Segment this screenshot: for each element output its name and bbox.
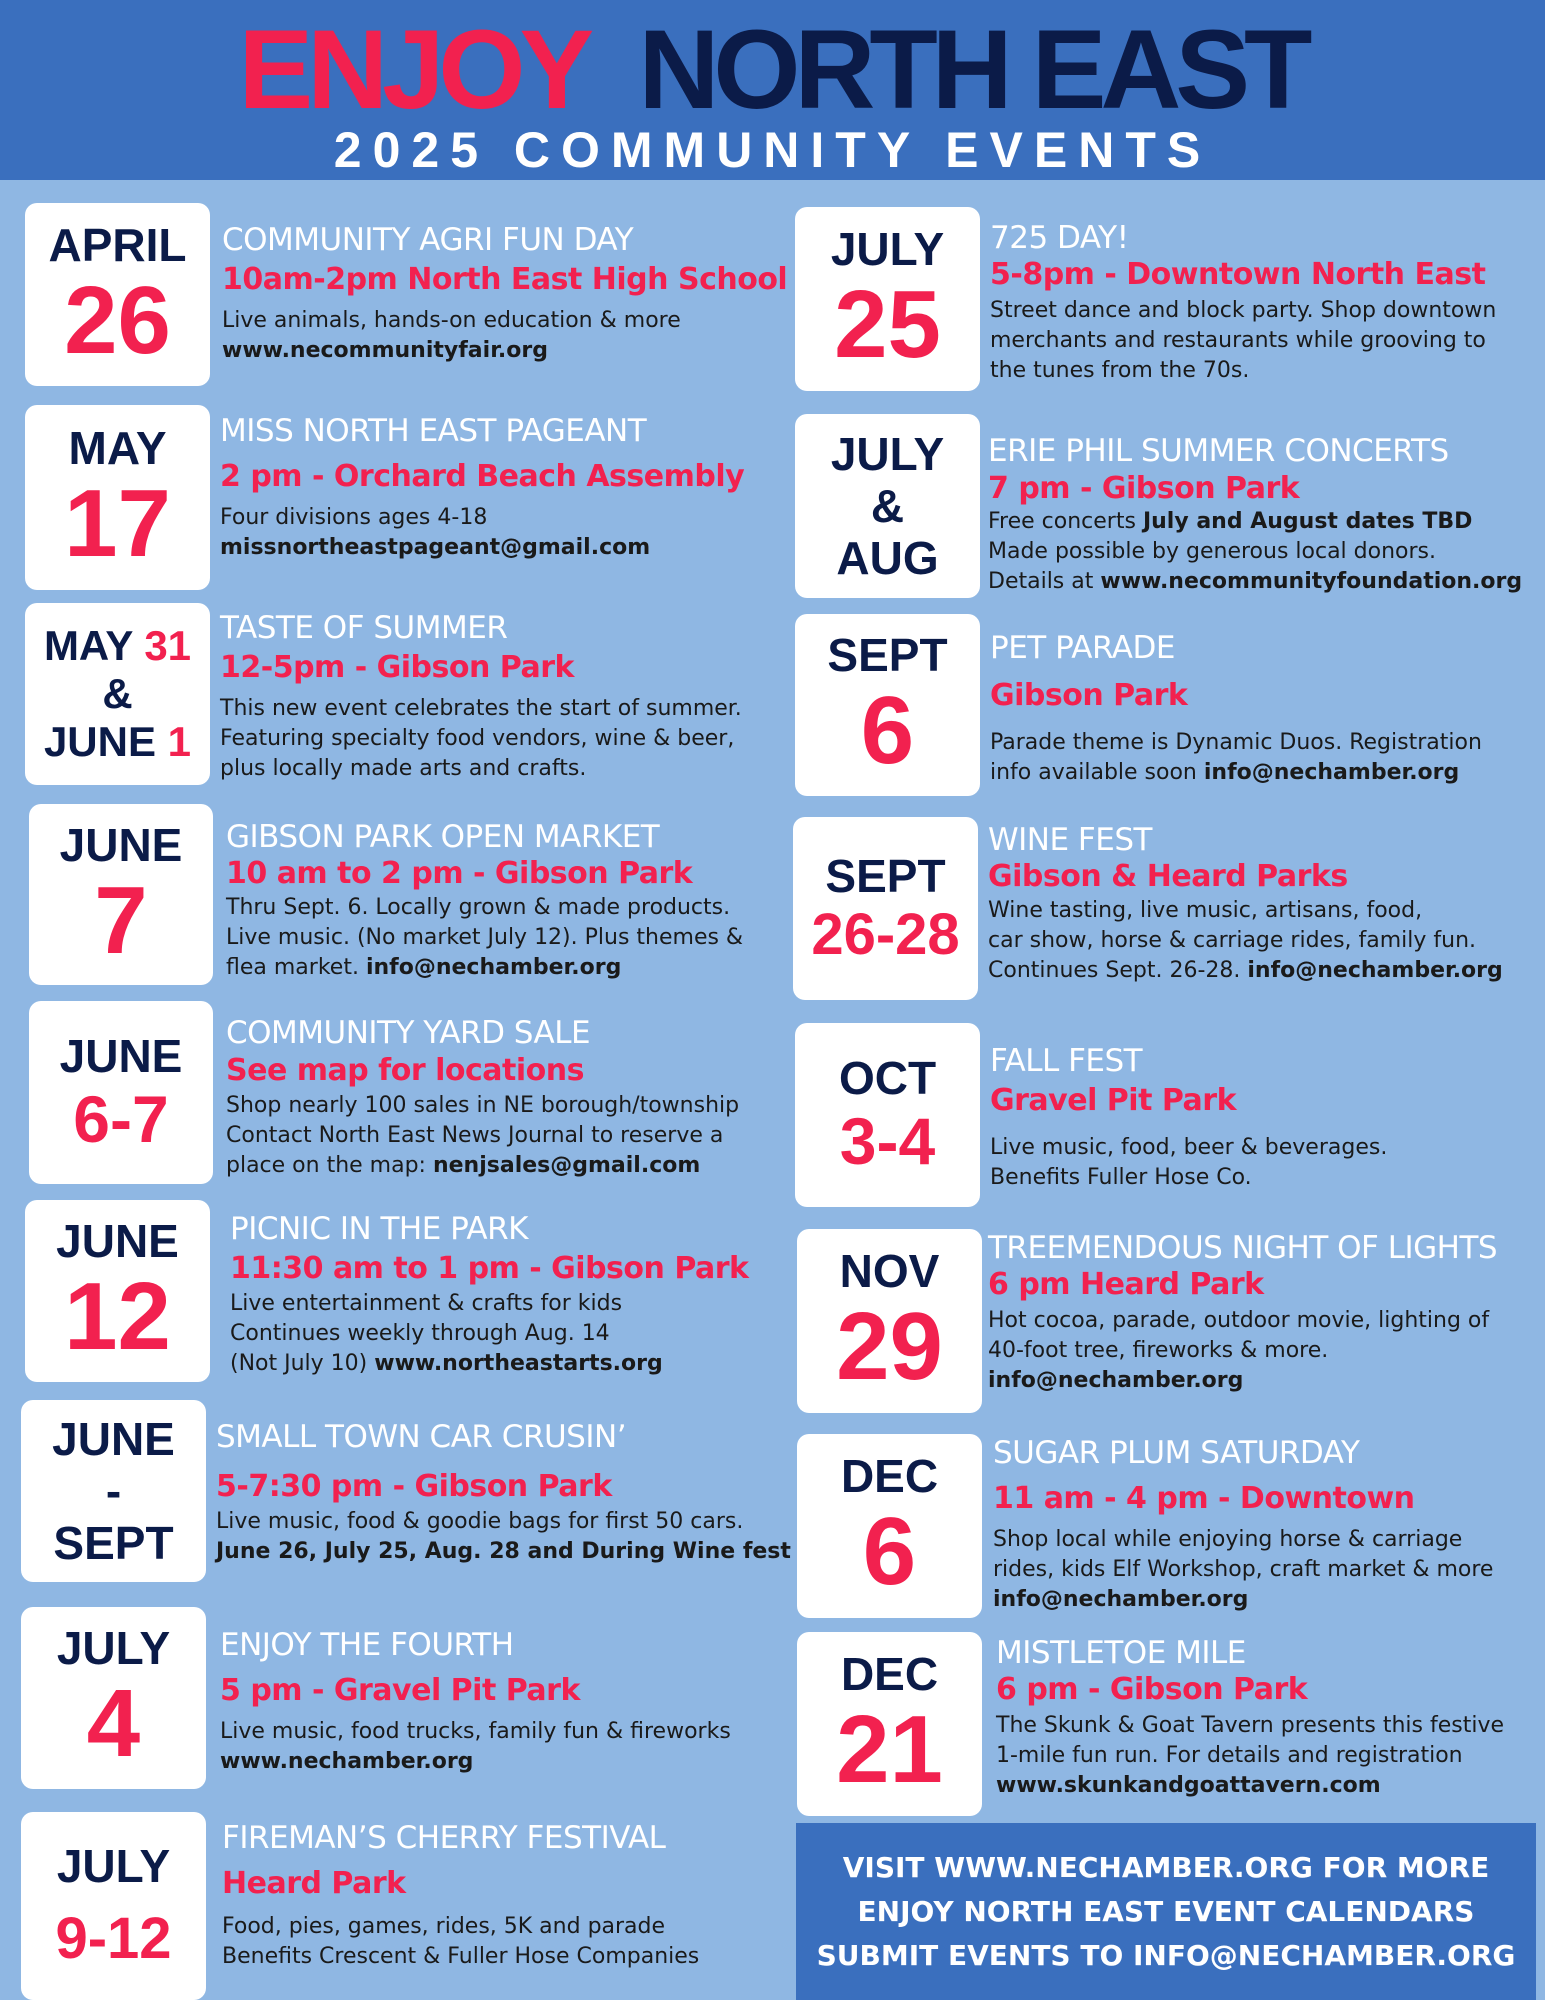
event-time-location: 11:30 am to 1 pm - Gibson Park (230, 1251, 749, 1286)
event-title: PET PARADE (990, 630, 1175, 666)
date-card (25, 405, 210, 590)
date-day: 6 (860, 677, 915, 784)
description-line: Benefits Fuller Hose Co. (990, 1165, 1252, 1190)
event-details (990, 1041, 1387, 1193)
event-details (988, 820, 1503, 986)
page-title (0, 7, 1545, 132)
date-card (793, 817, 978, 1000)
date-month: DEC (840, 1648, 939, 1700)
event-link: www.nechamber.org (220, 1749, 474, 1774)
date-day: 29 (836, 1293, 943, 1400)
line-text: Free concerts (988, 509, 1143, 534)
description-line: Live music. (No market July 12). Plus themes & (226, 925, 744, 950)
description-line (990, 758, 1482, 788)
event-description (230, 1289, 749, 1379)
description-line: car show, horse & carriage rides, family fun. (988, 928, 1477, 953)
footer-line: SUBMIT EVENTS TO INFO@NECHAMBER.ORG (816, 1938, 1516, 1972)
description-line: Live music, food, beer & beverages. (990, 1135, 1388, 1160)
event-link: www.necommunityfoundation.org (1100, 569, 1523, 594)
description-line: 1-mile fun run. For details and registration (996, 1743, 1463, 1768)
date-card (795, 414, 980, 598)
description-line: Made possible by generous local donors. (988, 539, 1436, 564)
description-line: Food, pies, games, rides, 5K and parade (222, 1914, 666, 1939)
description-line: This new event celebrates the start of summer. (220, 696, 742, 721)
date-card (29, 804, 213, 985)
date-day: 25 (834, 271, 941, 378)
description-line: Continues weekly through Aug. 14 (230, 1321, 610, 1346)
description-line: Live music, food & goodie bags for first 50 cars. (216, 1509, 744, 1534)
event-description (222, 306, 787, 366)
description-line: Shop nearly 100 sales in NE borough/township (226, 1093, 740, 1118)
date-card (797, 1632, 982, 1816)
line-text: Continues Sept. 26-28. (988, 958, 1248, 983)
event-time-location: Gravel Pit Park (990, 1083, 1237, 1118)
event-title: COMMUNITY YARD SALE (226, 1015, 591, 1051)
event-email: nenjsales@gmail.com (432, 1153, 701, 1178)
page-subtitle: 2025 COMMUNITY EVENTS (333, 122, 1212, 178)
date-month: DEC (840, 1450, 939, 1502)
event-details (996, 1633, 1504, 1801)
event-details (220, 411, 744, 563)
date-dash: - (105, 1465, 122, 1517)
line-text: Details at (988, 569, 1101, 594)
description-line (988, 507, 1522, 537)
description-line: Four divisions ages 4-18 (220, 505, 488, 530)
event-description (990, 1133, 1387, 1193)
event-email: info@nechamber.org (988, 1368, 1244, 1393)
description-line: the tunes from the 70s. (990, 358, 1250, 383)
description-line: Contact North East News Journal to reserve a (226, 1123, 724, 1148)
day-a: 31 (144, 622, 192, 669)
event-time-location: 6 pm Heard Park (988, 1267, 1264, 1302)
event-time-location: 2 pm - Orchard Beach Assembly (220, 459, 745, 494)
event-title: FALL FEST (990, 1043, 1143, 1079)
event-title: GIBSON PARK OPEN MARKET (226, 819, 660, 855)
date-day: 21 (836, 1696, 943, 1803)
event-description (220, 694, 742, 784)
event-title: SUGAR PLUM SATURDAY (993, 1435, 1360, 1471)
event-description (988, 1306, 1497, 1396)
date-amp: & (870, 480, 905, 532)
description-line (226, 1151, 739, 1181)
event-title: TASTE OF SUMMER (220, 610, 508, 646)
date-day: 6 (862, 1498, 917, 1605)
event-title: PICNIC IN THE PARK (230, 1211, 528, 1247)
description-line: Featuring specialty food vendors, wine & beer, (220, 726, 735, 751)
description-line: The Skunk & Goat Tavern presents this festive (996, 1713, 1504, 1738)
date-card (25, 1200, 210, 1382)
event-email: info@nechamber.org (365, 955, 622, 980)
event-link: missnortheastpageant@gmail.com (220, 535, 651, 560)
footer-line: VISIT WWW.NECHAMBER.ORG FOR MORE (842, 1850, 1490, 1884)
event-details (988, 431, 1522, 597)
date-day: 6-7 (73, 1081, 169, 1156)
date-card (797, 1229, 982, 1413)
event-details (220, 608, 742, 784)
line-bold: July and August dates TBD (1142, 509, 1473, 534)
event-description (993, 1525, 1493, 1615)
date-month: AUG (836, 532, 939, 584)
event-time-location: 10 am to 2 pm - Gibson Park (226, 856, 693, 891)
description-line: Live music, food trucks, family fun & fireworks (220, 1719, 731, 1744)
date-month: JULY (830, 428, 945, 480)
date-month: NOV (839, 1245, 940, 1297)
event-link: www.northeastarts.org (374, 1351, 663, 1376)
description-line (988, 567, 1522, 597)
description-line (226, 953, 743, 983)
event-description (220, 1717, 731, 1777)
description-line: Live animals, hands-on education & more (222, 308, 681, 333)
event-email: info@nechamber.org (1203, 760, 1460, 785)
title-word-enjoy: ENJOY (238, 7, 589, 132)
date-card (795, 614, 980, 796)
title-word-north-east: NORTH EAST (638, 7, 1307, 132)
event-description (222, 1912, 699, 1972)
event-description (226, 893, 743, 983)
date-day: 7 (94, 866, 148, 974)
description-line (230, 1349, 749, 1379)
description-line: Parade theme is Dynamic Duos. Registration (990, 730, 1482, 755)
date-day: 4 (86, 1670, 141, 1777)
description-line: merchants and restaurants while grooving to (990, 328, 1486, 353)
event-time-location: 12-5pm - Gibson Park (220, 650, 574, 685)
date-month: JULY (830, 223, 945, 275)
event-time-location: 5 pm - Gravel Pit Park (220, 1673, 580, 1708)
footer-line: ENJOY NORTH EAST EVENT CALENDARS (857, 1894, 1475, 1928)
date-month: JUNE (52, 1413, 175, 1465)
date-month: JULY (56, 1840, 171, 1892)
date-card (795, 1023, 980, 1207)
date-card (25, 203, 210, 386)
date-day: 26 (64, 266, 171, 374)
line-text: flea market. (226, 955, 366, 980)
date-card (795, 207, 980, 391)
event-link: www.skunkandgoattavern.com (996, 1773, 1381, 1798)
date-month: SEPT (827, 629, 948, 681)
event-description (988, 896, 1503, 986)
event-details (230, 1209, 749, 1379)
description-line: plus locally made arts and crafts. (220, 756, 587, 781)
event-details (993, 1433, 1493, 1615)
line-text: (Not July 10) (230, 1351, 375, 1376)
event-details (222, 220, 787, 366)
date-month: JUNE (59, 1029, 183, 1082)
date-month: MAY (68, 421, 167, 474)
description-line (988, 956, 1503, 986)
date-day: 12 (64, 1263, 171, 1370)
event-title: FIREMAN’S CHERRY FESTIVAL (222, 1820, 666, 1856)
event-time-location: 5-8pm - Downtown North East (990, 257, 1486, 292)
day-b: 1 (167, 718, 192, 765)
description-line: Hot cocoa, parade, outdoor movie, lighting of (988, 1308, 1490, 1333)
event-time-location: Gibson & Heard Parks (988, 859, 1348, 894)
event-description (988, 507, 1522, 597)
date-day: 9-12 (55, 1906, 172, 1971)
description-line: Street dance and block party. Shop downtown (990, 298, 1497, 323)
event-title: 725 DAY! (990, 220, 1129, 256)
event-title: MISS NORTH EAST PAGEANT (220, 413, 647, 449)
date-amp: & (102, 670, 133, 717)
description-line: Wine tasting, live music, artisans, food, (988, 898, 1423, 923)
date-card (25, 603, 210, 785)
event-title: ENJOY THE FOURTH (220, 1627, 514, 1663)
description-line: Thru Sept. 6. Locally grown & made products. (226, 895, 731, 920)
event-details (988, 1228, 1497, 1396)
date-month (44, 622, 191, 670)
event-time-location: 6 pm - Gibson Park (996, 1672, 1308, 1707)
event-link: www.necommunityfair.org (222, 338, 548, 363)
event-time-location: 5-7:30 pm - Gibson Park (216, 1469, 612, 1504)
description-line: rides, kids Elf Workshop, craft market & more (993, 1557, 1494, 1582)
date-card (21, 1400, 206, 1582)
date-card (29, 1001, 213, 1184)
event-description (226, 1091, 739, 1181)
date-month: SEPT (53, 1517, 174, 1569)
date-day: 26-28 (811, 901, 960, 967)
month-b: JUNE (43, 718, 156, 765)
event-dates: June 26, July 25, Aug. 28 and During Wine fest (216, 1539, 791, 1564)
line-text: place on the map: (226, 1153, 433, 1178)
event-time-location: Heard Park (222, 1866, 406, 1901)
description-line: Benefits Crescent & Fuller Hose Companies (222, 1944, 700, 1969)
event-details (226, 817, 743, 983)
event-email: info@nechamber.org (1247, 958, 1503, 983)
event-time-location: 10am-2pm North East High School (222, 262, 788, 297)
date-card (797, 1434, 982, 1618)
date-month: JUNE (56, 1215, 179, 1267)
date-month: OCT (838, 1052, 937, 1104)
event-details (990, 218, 1496, 386)
line-text: info available soon (990, 760, 1204, 785)
event-title: MISTLETOE MILE (996, 1635, 1246, 1671)
description-line: Shop local while enjoying horse & carriage (993, 1527, 1463, 1552)
month-a: MAY (43, 622, 133, 669)
event-details (222, 1818, 699, 1972)
event-time-location: 11 am - 4 pm - Downtown (993, 1481, 1415, 1516)
date-month: JULY (56, 1622, 171, 1674)
event-description (996, 1711, 1504, 1801)
date-card (21, 1607, 206, 1789)
description-line: 40-foot tree, fireworks & more. (988, 1338, 1329, 1363)
event-title: COMMUNITY AGRI FUN DAY (222, 222, 634, 258)
date-month: JUNE (59, 818, 183, 871)
date-month (44, 718, 191, 766)
event-title: SMALL TOWN CAR CRUSIN’ (216, 1419, 627, 1455)
event-details (990, 628, 1482, 788)
event-title: ERIE PHIL SUMMER CONCERTS (988, 433, 1449, 469)
description-line: Live entertainment & crafts for kids (230, 1291, 623, 1316)
footer-banner (796, 1823, 1536, 2000)
date-month: APRIL (48, 218, 187, 271)
date-card (21, 1812, 206, 2000)
event-description (220, 503, 744, 563)
event-details (226, 1013, 739, 1181)
date-day: 17 (64, 469, 171, 577)
event-details (220, 1625, 731, 1777)
event-email: info@nechamber.org (993, 1587, 1249, 1612)
event-title: WINE FEST (988, 822, 1152, 858)
date-day: 3-4 (839, 1104, 936, 1178)
event-time-location: See map for locations (226, 1053, 584, 1088)
event-time-location: 7 pm - Gibson Park (988, 471, 1300, 506)
event-details (216, 1417, 791, 1567)
date-month: SEPT (825, 849, 946, 902)
event-description (216, 1507, 791, 1567)
event-description (990, 728, 1482, 788)
event-description (990, 296, 1496, 386)
event-title: TREEMENDOUS NIGHT OF LIGHTS (988, 1230, 1498, 1266)
event-time-location: Gibson Park (990, 678, 1188, 713)
